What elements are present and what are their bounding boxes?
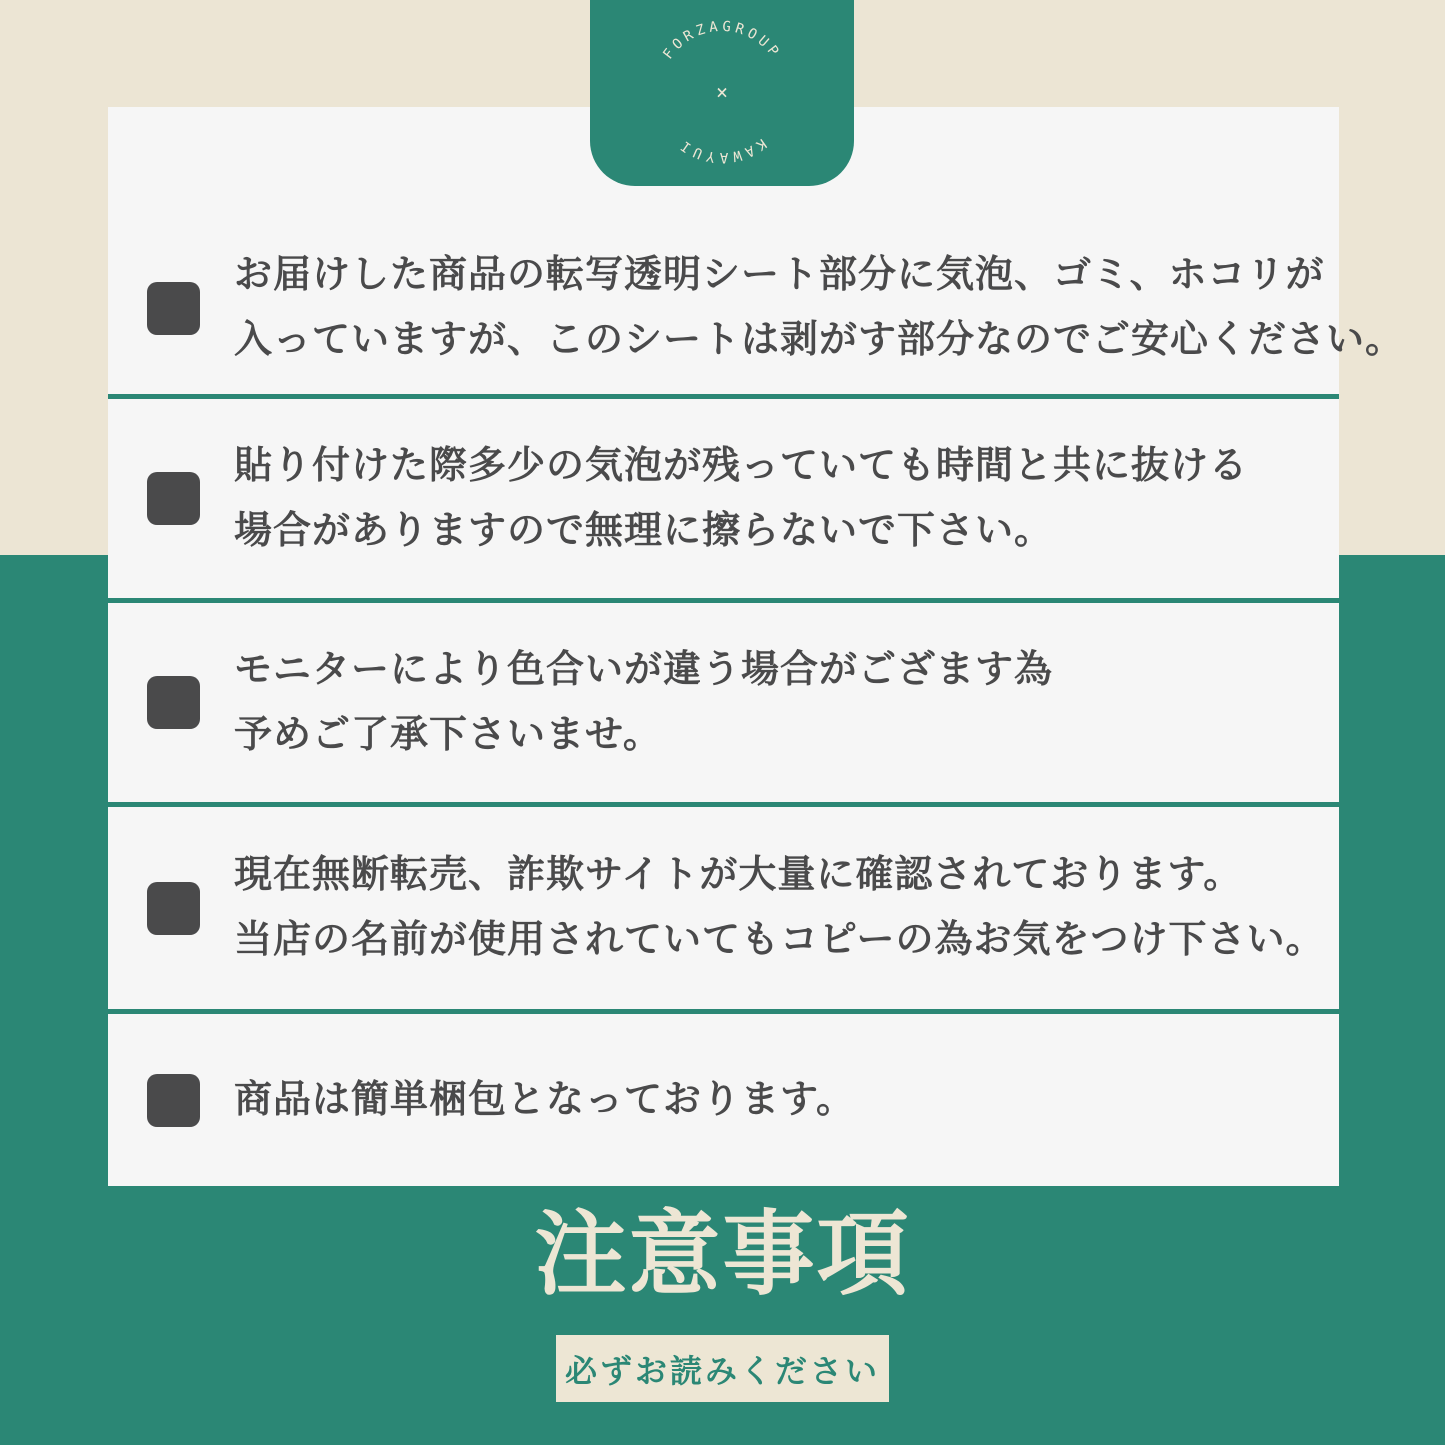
notice-text xyxy=(234,434,1248,564)
checkbox-bullet-icon xyxy=(147,472,200,525)
notice-text-line: モニターにより色合いが違う場合がござます為 xyxy=(234,648,1054,691)
brand-x-separator: × xyxy=(715,80,729,104)
must-read-text: 必ずお読みください xyxy=(564,1352,880,1389)
notice-text-line: お届けした商品の転写透明シート部分に気泡、ゴミ、ホコリが xyxy=(234,254,1325,296)
brand-bottom-text: KAWAYUI xyxy=(674,135,770,166)
svg-text:KAWAYUI xyxy=(675,135,769,165)
notice-text-line: 現在無断転売、詐欺サイトが大量に確認されております。 xyxy=(234,854,1243,896)
checkbox-bullet-icon xyxy=(147,1074,200,1127)
notice-text-line: 予めご了承下さいませ。 xyxy=(234,713,662,756)
brand-top-text: FORZAGROUP xyxy=(660,18,784,63)
notice-text-line: 商品は簡単梱包となっております。 xyxy=(234,1078,855,1121)
notice-text-line: 当店の名前が使用されていてもコピーの為お気をつけ下さい。 xyxy=(234,919,1325,961)
brand-badge xyxy=(590,0,854,186)
notice-text xyxy=(234,243,1404,373)
notice-card xyxy=(108,399,1339,598)
notice-card xyxy=(108,1014,1339,1186)
notice-card xyxy=(108,603,1339,802)
notice-panel xyxy=(108,107,1405,1186)
notice-text-line: 貼り付けた際多少の気泡が残っていても時間と共に抜ける xyxy=(234,444,1249,487)
checkbox-bullet-icon xyxy=(147,282,200,335)
notice-text xyxy=(234,1068,855,1133)
notice-text-line: 入っていますが、このシートは剥がす部分なのでご安心ください。 xyxy=(234,319,1405,361)
checkbox-bullet-icon xyxy=(147,882,200,935)
brand-logo-icon xyxy=(590,0,854,186)
notice-text xyxy=(234,638,1053,768)
must-read-label xyxy=(556,1335,889,1402)
svg-text:FORZAGROUP xyxy=(660,19,784,63)
caution-title: 注意事項 xyxy=(534,1204,911,1306)
checkbox-bullet-icon xyxy=(147,676,200,729)
notice-text-line: 場合がありますので無理に擦らないで下さい。 xyxy=(234,509,1054,552)
notice-text xyxy=(234,843,1324,973)
notice-card xyxy=(108,807,1339,1009)
